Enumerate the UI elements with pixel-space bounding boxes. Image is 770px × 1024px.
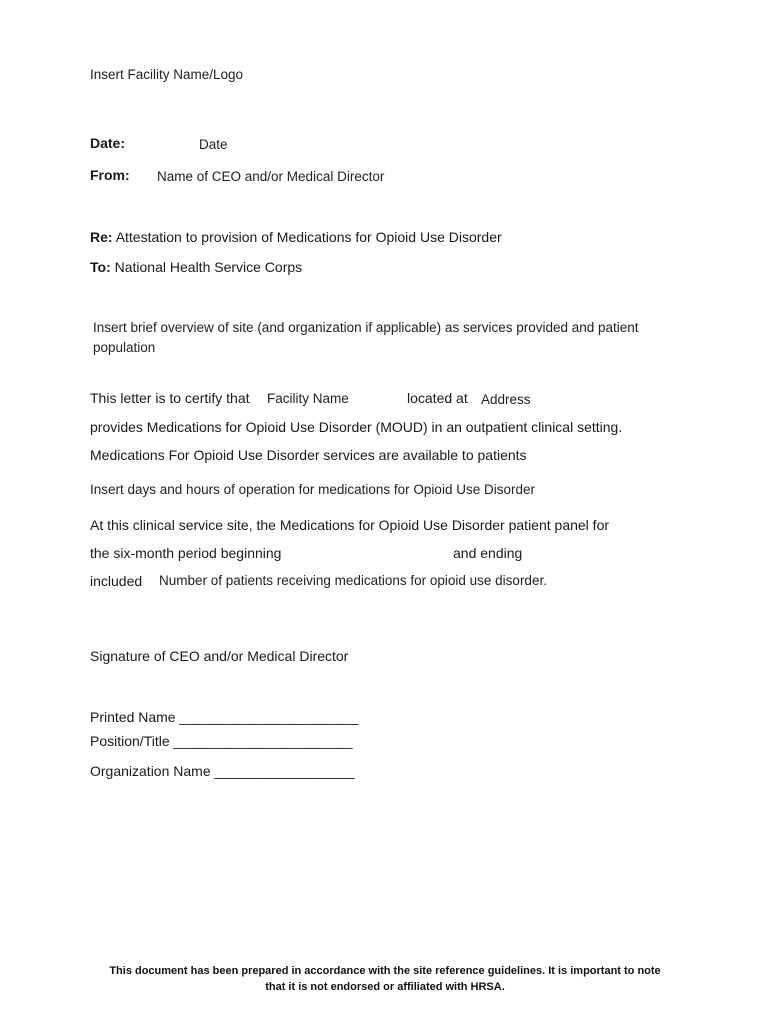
site-overview-placeholder[interactable]: Insert brief overview of site (and organization if applicable) as services provided and patient population [93,320,639,355]
located-at-text: located at [407,390,468,406]
to-value: National Health Service Corps [114,259,303,275]
included-text: included [90,573,143,589]
date-field[interactable]: Date [199,137,228,152]
to-label: To: [90,259,111,275]
re-value: Attestation to provision of Medications for Opioid Use Disorder [115,229,502,245]
address-field[interactable]: Address [481,392,531,407]
provides-line: provides Medications for Opioid Use Disorder (MOUD) in an outpatient clinical setting. [90,419,623,435]
printed-name-line[interactable]: Printed Name _______________________ [90,709,359,725]
footer-line-1: This document has been prepared in accordance with the site reference guidelines. It is important to note [109,965,661,977]
footer-disclaimer [90,963,680,995]
certify-prefix: This letter is to certify that [90,390,250,406]
period-beginning-text: the six-month period beginning [90,545,282,561]
re-line [90,228,502,246]
days-hours-placeholder[interactable]: Insert days and hours of operation for medications for Opioid Use Disorder [90,482,535,497]
facility-logo-placeholder[interactable]: Insert Facility Name/Logo [90,67,244,82]
and-ending-text: and ending [453,545,523,561]
footer-line-2: that it is not endorsed or affiliated with HRSA. [265,981,505,993]
from-label: From: [90,167,130,183]
organization-name-line[interactable]: Organization Name __________________ [90,763,355,779]
date-label: Date: [90,135,126,151]
signature-line[interactable]: Signature of CEO and/or Medical Director [90,648,349,664]
available-line: Medications For Opioid Use Disorder services are available to patients [90,447,527,463]
from-field[interactable]: Name of CEO and/or Medical Director [157,169,385,184]
panel-line: At this clinical service site, the Medications for Opioid Use Disorder patient panel for [90,517,610,533]
position-title-line[interactable]: Position/Title _______________________ [90,733,353,749]
patients-count-field[interactable]: Number of patients receiving medications for opioid use disorder. [159,573,547,588]
re-label: Re: [90,229,113,245]
to-line [90,258,302,276]
facility-name-field[interactable]: Facility Name [267,391,349,406]
